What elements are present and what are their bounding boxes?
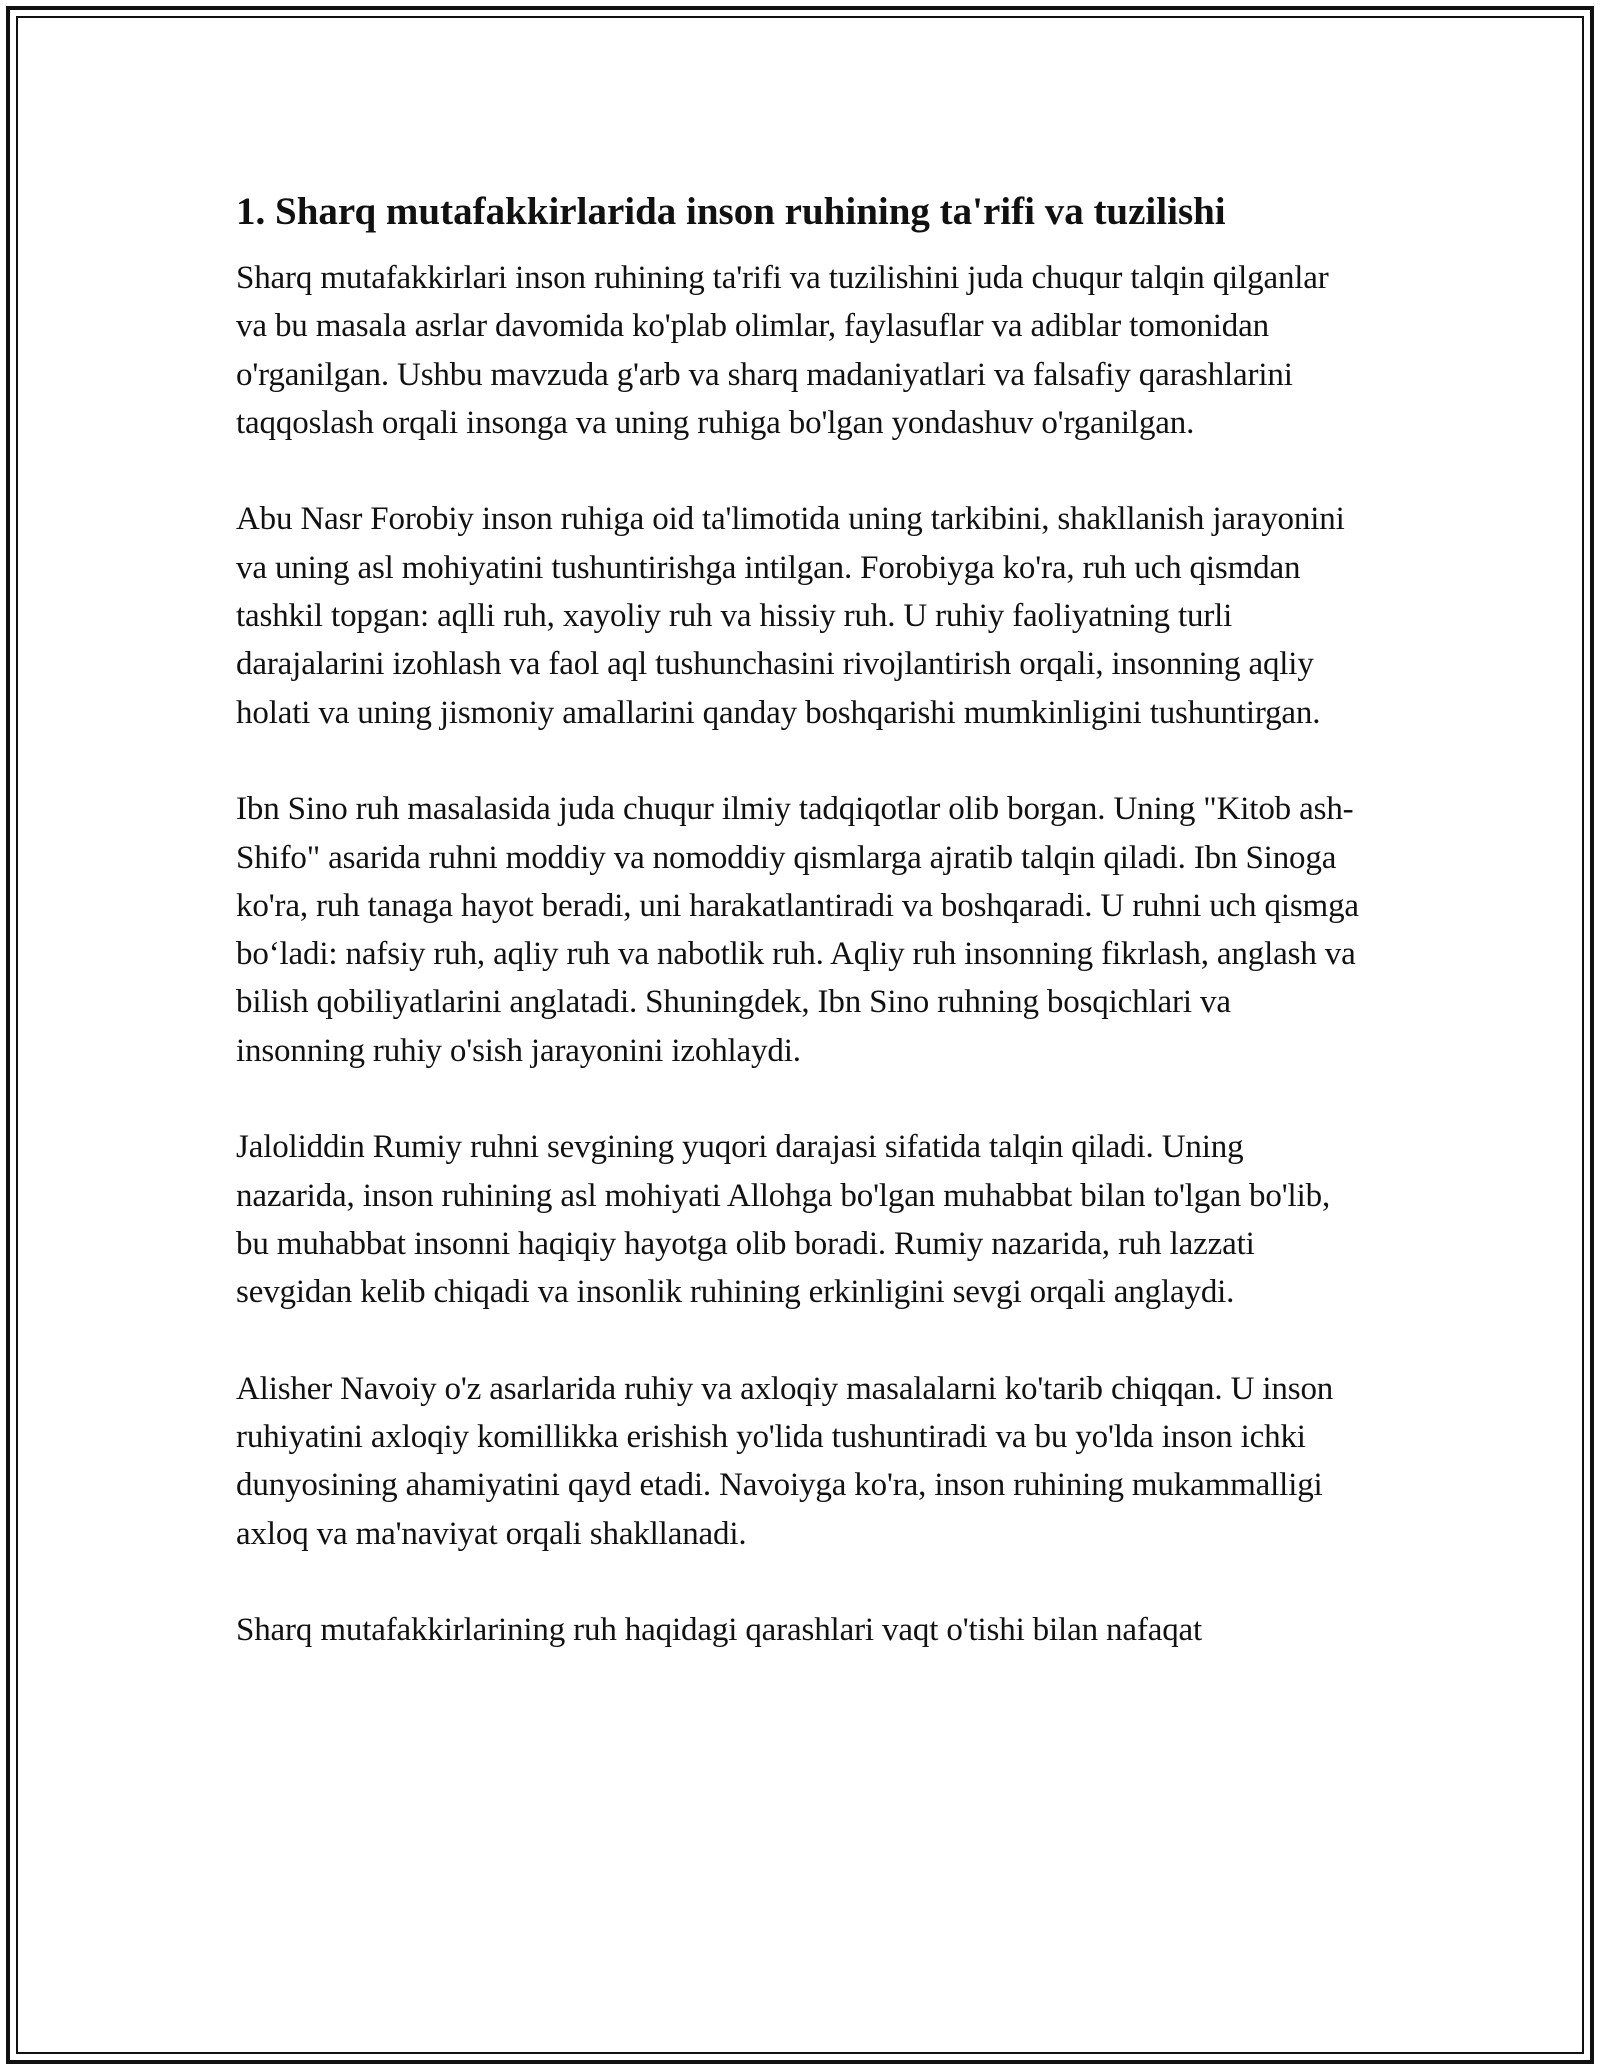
paragraph-conclusion: Sharq mutafakkirlarining ruh haqidagi qarashlari vaqt o'tishi bilan nafaqat <box>236 1612 1203 1649</box>
paragraph-forobiy: Abu Nasr Forobiy inson ruhiga oid ta'limotida uning tarkibini, shakllanish jarayonini va uning asl mohiyatini tushuntirishga intilgan. Forobiyga ko'ra, ruh uch qismdan tashkil topgan: aqlli ruh, xayoliy ruh va hissiy ruh. U ruhiy faoliyatning turli darajalarini izohlash va faol aql tushunchasini rivojlantirish orqali, insonning aqliy holati va uning jismoniy amallarini qanday boshqarishi mumkinligini tushuntirgan. <box>236 501 1345 731</box>
section-heading: 1. Sharq mutafakkirlarida inson ruhining ta'rifi va tuzilishi <box>236 190 1226 233</box>
paragraph-intro: Sharq mutafakkirlari inson ruhining ta'rifi va tuzilishini juda chuqur talqin qilganlar va bu masala asrlar davomida ko'plab olimlar, faylasuflar va adiblar tomonidan o'rganilgan. Ushbu mavzuda g'arb va sharq madaniyatlari va falsafiy qarashlarini taqqoslash orqali insonga va uning ruhiga bo'lgan yondashuv o'rganilgan. <box>236 260 1329 441</box>
document-body <box>236 186 1366 1703</box>
paragraph-rumiy: Jaloliddin Rumiy ruhni sevgining yuqori darajasi sifatida talqin qiladi. Uning nazarida, inson ruhining asl mohiyati Allohga bo'lgan muhabbat bilan to'lgan bo'lib, bu muhabbat insonni haqiqiy hayotga olib boradi. Rumiy nazarida, ruh lazzati sevgidan kelib chiqadi va insonlik ruhining erkinligini sevgi orqali anglaydi. <box>236 1129 1331 1311</box>
paragraph-navoiy: Alisher Navoiy o'z asarlarida ruhiy va axloqiy masalalarni ko'tarib chiqqan. U inson ruhiyatini axloqiy komillikka erishish yo'lida tushuntiradi va bu yo'lda inson ichki dunyosining ahamiyatini qayd etadi. Navoiyga ko'ra, inson ruhining mukammalligi axloq va ma'naviyat orqali shakllanadi. <box>236 1370 1334 1552</box>
paragraph-ibn-sino: Ibn Sino ruh masalasida juda chuqur ilmiy tadqiqotlar olib borgan. Uning "Kitob ash-Shifo" asarida ruhni moddiy va nomoddiy qismlarga ajratib talqin qiladi. Ibn Sinoga ko'ra, ruh tanaga hayot beradi, uni harakatlantiradi va boshqaradi. U ruhni uch qismga bo‘ladi: nafsiy ruh, aqliy ruh va nabotlik ruh. Aqliy ruh insonning fikrlash, anglash va bilish qobiliyatlarini anglatadi. Shuningdek, Ibn Sino ruhning bosqichlari va insonning ruhiy o'sish jarayonini izohlaydi. <box>236 791 1359 1069</box>
